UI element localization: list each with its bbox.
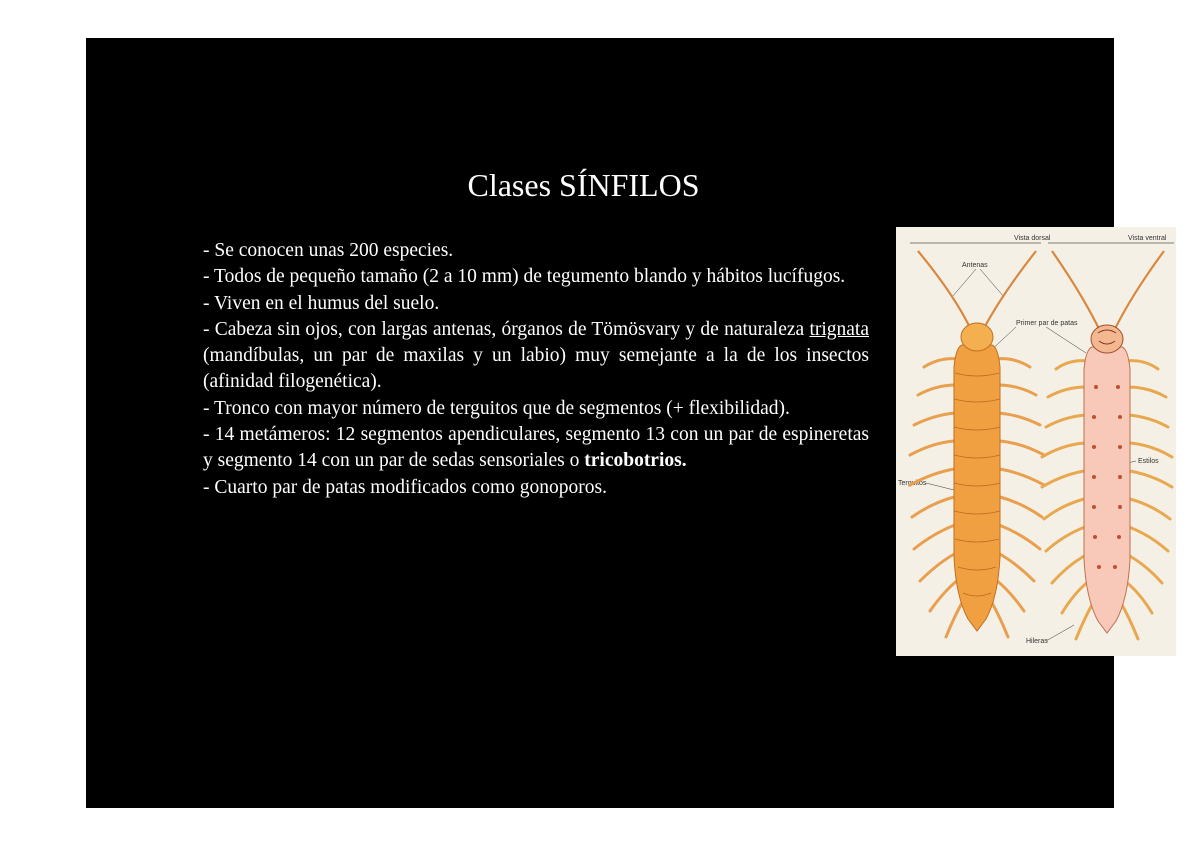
symphyla-illustration xyxy=(896,227,1176,656)
label-antennae: Antenas xyxy=(962,262,988,269)
bullet-metameres xyxy=(203,422,869,475)
bullet-size: - Todos de pequeño tamaño (2 a 10 mm) de tegumento blando y hábitos lucífugos. xyxy=(203,266,846,288)
bullet-trunk: - Tronco con mayor número de terguitos que de segmentos (+ flexibilidad). xyxy=(203,397,790,419)
label-tergites: Terguitos xyxy=(898,480,927,487)
label-spinnerets: Hileras xyxy=(1026,638,1048,645)
label-styli: Estilos xyxy=(1138,458,1159,465)
term-tricobotrios: tricobotrios. xyxy=(584,450,687,472)
bullet-head-text-a: - Cabeza sin ojos, con largas antenas, órganos de Tömösvary y de naturaleza xyxy=(203,318,810,340)
bullet-gonopores: - Cuarto par de patas modificados como gonoporos. xyxy=(203,476,607,498)
label-ventral-view: Vista ventral xyxy=(1128,235,1167,242)
bullet-metameres-text: - 14 metámeros: 12 segmentos apendiculares, segmento 13 con un par de espineretas y segmento 14 con un par de sedas sensoriales o xyxy=(203,424,869,472)
slide xyxy=(86,38,1167,808)
slide-body xyxy=(203,238,869,501)
bullet-habitat: - Viven en el humus del suelo. xyxy=(203,292,440,314)
bullet-head xyxy=(203,317,869,396)
symphyla-drawing xyxy=(896,227,1176,656)
bullet-species-count: - Se conocen unas 200 especies. xyxy=(203,240,454,261)
bullet-head-text-b: (mandíbulas, un par de maxilas y un labio) muy semejante a la de los insectos (afinidad filogenética). xyxy=(203,345,869,393)
slide-title: Clases SÍNFILOS xyxy=(467,167,700,203)
label-dorsal-view: Vista dorsal xyxy=(1014,235,1051,242)
label-first-legs: Primer par de patas xyxy=(1016,320,1078,327)
term-trignata: trignata xyxy=(809,318,869,340)
